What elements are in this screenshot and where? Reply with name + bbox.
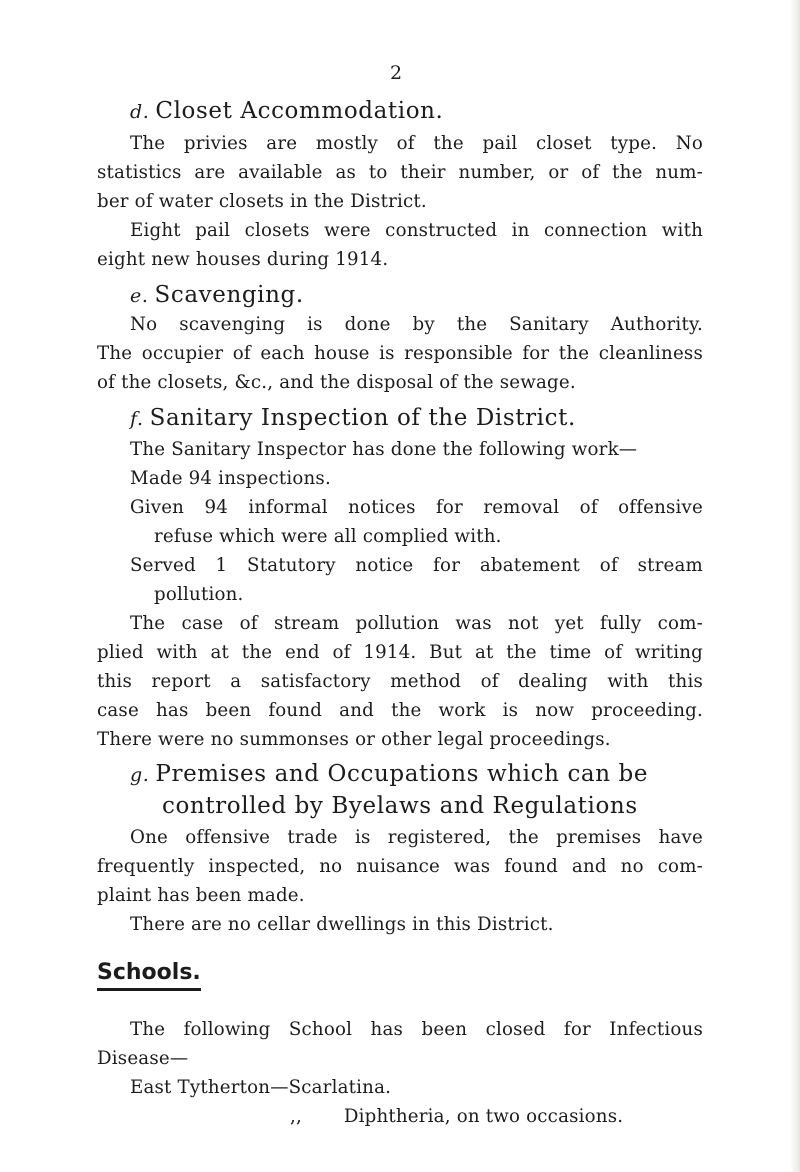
paragraph-line: refuse which were all complied with.	[154, 526, 502, 547]
heading-title: Closet Accommodation.	[155, 98, 444, 124]
paragraph-line: One offensive trade is registered, the premises have	[130, 827, 703, 848]
paragraph-line: plaint has been made.	[97, 885, 305, 906]
paragraph-line: East Tytherton—Scarlatina.	[130, 1077, 392, 1098]
paragraph-line: No scavenging is done by the Sanitary Authority.	[130, 314, 703, 335]
paragraph-line: The following School has been closed for Infectious	[130, 1019, 703, 1040]
heading-scavenging	[130, 282, 304, 308]
heading-sanitary-inspection	[130, 405, 576, 431]
paragraph-line: Given 94 informal notices for removal of offensive	[130, 497, 703, 518]
heading-premises-occupations	[130, 761, 648, 787]
section-mark-g: g.	[130, 764, 150, 786]
paragraph-line: The privies are mostly of the pail closet type. No	[130, 133, 703, 154]
section-mark-e: e.	[130, 285, 149, 307]
paragraph-line: Disease—	[97, 1048, 189, 1069]
heading-title: Premises and Occupations which can be	[155, 761, 649, 787]
heading-title: Scavenging.	[154, 282, 304, 308]
paragraph-line: There are no cellar dwellings in this District.	[130, 914, 554, 935]
heading-title: Sanitary Inspection of the District.	[149, 405, 576, 431]
paragraph-line: Eight pail closets were constructed in connection with	[130, 220, 703, 241]
paragraph-line: Made 94 inspections.	[130, 468, 331, 489]
paragraph-line: The occupier of each house is responsible for the cleanliness	[97, 343, 703, 364]
paragraph-line: The case of stream pollution was not yet fully com-	[130, 613, 703, 634]
paragraph-line: ber of water closets in the District.	[97, 191, 427, 212]
paragraph-line: Served 1 Statutory notice for abatement of stream	[130, 555, 703, 576]
page-number: 2	[390, 62, 403, 84]
heading-schools: Schools.	[97, 960, 201, 991]
paragraph-line: frequently inspected, no nuisance was found and no com-	[97, 856, 703, 877]
section-mark-f: f.	[130, 408, 144, 430]
heading-closet-accommodation	[130, 98, 443, 124]
paragraph-line: of the closets, &c., and the disposal of the sewage.	[97, 372, 576, 393]
paragraph-line: case has been found and the work is now proceeding.	[97, 700, 703, 721]
paragraph-line: The Sanitary Inspector has done the following work—	[130, 439, 638, 460]
heading-premises-occupations-line2: controlled by Byelaws and Regulations	[162, 793, 638, 819]
paragraph-line: There were no summonses or other legal proceedings.	[97, 729, 611, 750]
section-mark-d: d.	[130, 101, 150, 123]
paragraph-line: pollution.	[154, 584, 244, 605]
paragraph-line: plied with at the end of 1914. But at the time of writing	[97, 642, 703, 663]
paragraph-line: eight new houses during 1914.	[97, 249, 389, 270]
paragraph-line: ,, Diphtheria, on two occasions.	[290, 1106, 624, 1127]
page-edge-shadow	[790, 0, 800, 1172]
paragraph-line: this report a satisfactory method of dealing with this	[97, 671, 703, 692]
paragraph-line: statistics are available as to their number, or of the num-	[97, 162, 703, 183]
